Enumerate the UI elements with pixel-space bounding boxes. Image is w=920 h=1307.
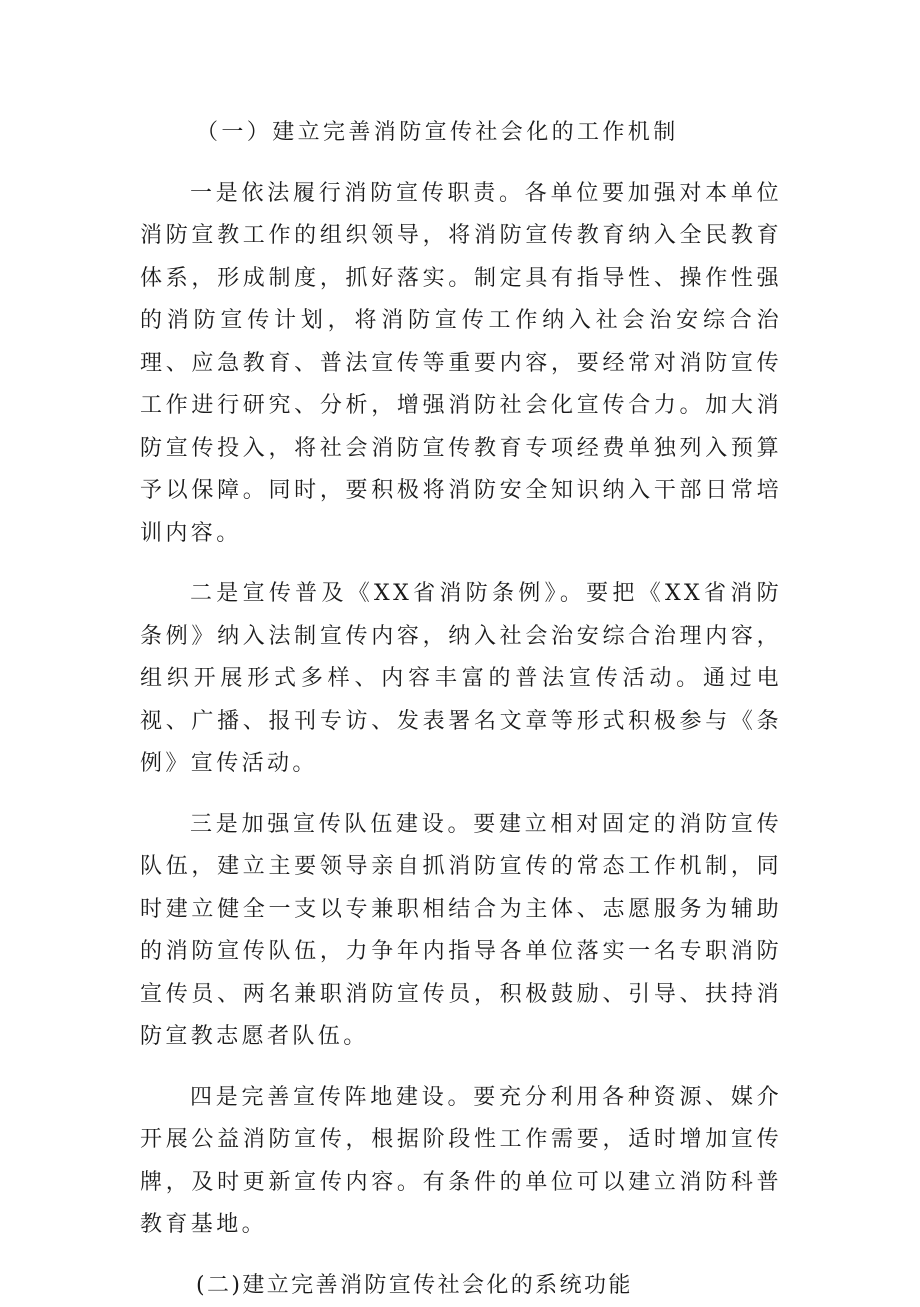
paragraph-regulations: 二是宣传普及《XX省消防条例》。要把《XX省消防条例》纳入法制宣传内容，纳入社会治安综合治理内容，组织开展形式多样、内容丰富的普法宣传活动。通过电视、广播、报刊专访、发表署名文章等形式积极参与《条例》宣传活动。 xyxy=(140,573,782,786)
paragraph-venue-building: 四是完善宣传阵地建设。要充分利用各种资源、媒介开展公益消防宣传，根据阶段性工作需要，适时增加宣传牌，及时更新宣传内容。有条件的单位可以建立消防科普教育基地。 xyxy=(140,1077,782,1247)
section-heading-one: （一）建立完善消防宣传社会化的工作机制 xyxy=(140,112,782,155)
paragraph-team-building: 三是加强宣传队伍建设。要建立相对固定的消防宣传队伍，建立主要领导亲自抓消防宣传的常态工作机制，同时建立健全一支以专兼职相结合为主体、志愿服务为辅助的消防宣传队伍，力争年内指导各单位落实一名专职消防宣传员、两名兼职消防宣传员，积极鼓励、引导、扶持消防宣教志愿者队伍。 xyxy=(140,804,782,1059)
document-body xyxy=(140,112,782,1307)
section-heading-two: (二)建立完善消防宣传社会化的系统功能 xyxy=(140,1265,782,1307)
paragraph-duties: 一是依法履行消防宣传职责。各单位要加强对本单位消防宣教工作的组织领导，将消防宣传教育纳入全民教育体系，形成制度，抓好落实。制定具有指导性、操作性强的消防宣传计划，将消防宣传工作纳入社会治安综合治理、应急教育、普法宣传等重要内容，要经常对消防宣传工作进行研究、分析，增强消防社会化宣传合力。加大消防宣传投入，将社会消防宣传教育专项经费单独列入预算予以保障。同时，要积极将消防安全知识纳入干部日常培训内容。 xyxy=(140,173,782,556)
